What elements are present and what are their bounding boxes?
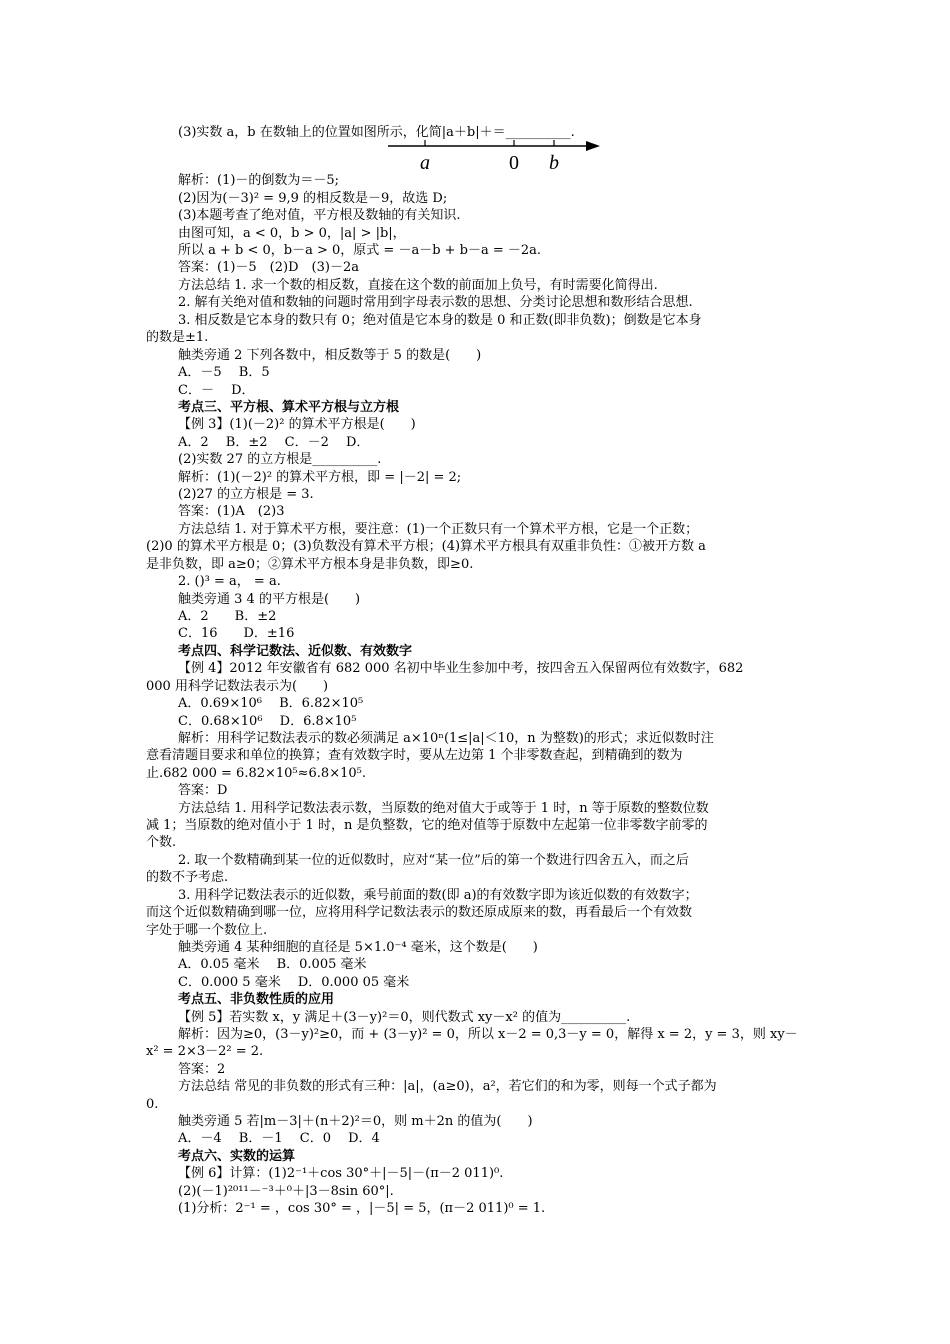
text-line-14: C．－ D． [178,383,255,398]
text-line-52: x² = 2×3－2² = 2. [146,1044,264,1059]
text-line-41: 2. 取一个数精确到某一位的近似数时，应对“某一位”后的第一个数进行四舍五入，而之后 [178,853,689,868]
number-line-arrow [586,141,600,151]
text-line-53: 答案：2 [178,1062,226,1077]
text-line-9: 2. 解有关绝对值和数轴的问题时常用到字母表示数的思想、分类讨论思想和数形结合思想. [178,295,693,310]
text-line-8: 方法总结 1. 求一个数的相反数，直接在这个数的前面加上负号，有时需要化简得出. [178,278,658,293]
label-0: 0 [509,152,519,174]
text-line-16: 【例 3】(1)(－2)² 的算术平方根是( ) [178,417,416,432]
text-line-36: 止.682 000 = 6.82×10⁵≈6.8×10⁵. [146,766,366,781]
text-line-37: 答案：D [178,783,228,798]
label-b: b [549,152,559,174]
text-line-32: A．0.69×10⁶ B．6.82×10⁵ [178,696,364,711]
text-line-44: 而这个近似数精确到哪一位，应将用科学记数法表示的数还原成原来的数，再看最后一个有效数 [146,905,693,920]
text-line-26: 触类旁通 3 4 的平方根是( ) [178,592,361,607]
text-line-45: 字处于哪一个数位上. [146,923,268,938]
text-line-57: A．－4 B．－1 C．0 D．4 [178,1131,380,1146]
text-line-10: 3. 相反数是它本身的数只有 0；绝对值是它本身的数是 0 和正数(即非负数)；倒数是它本身 [178,313,702,328]
text-line-23: (2)0 的算术平方根是 0；(3)负数没有算术平方根；(4)算术平方根具有双重非负性：①被开方数 a [146,539,706,554]
text-line-1: (3)实数 a，b 在数轴上的位置如图所示，化简|a＋b|＋＝__________. [178,125,575,140]
text-line-12: 触类旁通 2 下列各数中，相反数等于 5 的数是( ) [178,348,482,363]
text-line-34: 解析：用科学记数法表示的数必须满足 a×10ⁿ(1≤|a|＜10，n 为整数)的形式；求近似数时注 [178,731,714,746]
text-line-2: 解析：(1)－的倒数为＝－5; [178,173,340,188]
text-line-60: (2)(－1)²⁰¹¹－⁻³＋⁰＋|3－8sin 60°|. [178,1184,394,1199]
text-line-51: 解析：因为≥0，(3－y)²≥0，而 + (3－y)² = 0，所以 x－2 = 0,3－y = 0，解得 x = 2，y = 3，则 xy－ [178,1027,798,1042]
label-a: a [420,152,430,174]
text-line-47: A．0.05 毫米 B．0.005 毫米 [178,957,367,972]
text-line-15: 考点三、平方根、算术平方根与立方根 [178,400,400,415]
text-line-39: 减 1；当原数的绝对值小于 1 时，n 是负整数，它的绝对值等于原数中左起第一位非零数字前零的 [146,818,708,833]
text-line-5: 由图可知，a < 0，b > 0，|a| > |b|， [178,226,406,241]
text-line-58: 考点六、实数的运算 [178,1149,296,1164]
text-line-56: 触类旁通 5 若|m－3|＋(n＋2)²＝0，则 m＋2n 的值为( ) [178,1114,533,1129]
text-line-48: C．0.000 5 毫米 D．0.000 05 毫米 [178,975,410,990]
text-line-40: 个数. [146,835,177,850]
text-line-33: C．0.68×10⁶ D．6.8×10⁵ [178,714,357,729]
text-line-6: 所以 a + b < 0，b－a > 0，原式 = －a－b + b－a = －2a. [178,243,542,258]
text-line-13: A．－5 B．5 [178,365,270,380]
text-line-7: 答案：(1)－5 (2)D (3)－2a [178,260,359,275]
text-line-42: 的数不予考虑. [146,870,229,885]
text-line-54: 方法总结 常见的非负数的形式有三种：|a|，(a≥0)，a²，若它们的和为零，则每一个式子都为 [178,1079,717,1094]
text-line-61: (1)分析：2⁻¹ = ，cos 30° = ，|－5| = 5，(π－2 011)⁰ = 1. [178,1201,546,1216]
text-line-59: 【例 6】计算：(1)2⁻¹＋cos 30°＋|－5|－(π－2 011)⁰. [178,1166,504,1181]
text-line-18: (2)实数 27 的立方根是__________. [178,452,382,467]
text-line-20: (2)27 的立方根是 = 3. [178,487,314,502]
text-line-55: 0. [146,1097,159,1112]
text-line-19: 解析：(1)(－2)² 的算术平方根，即 = |－2| = 2; [178,470,462,485]
text-line-30: 【例 4】2012 年安徽省有 682 000 名初中毕业生参加中考，按四舍五入保留两位有效数字，682 [178,661,744,676]
text-line-25: 2. ()³ = a， = a. [178,574,281,589]
text-line-31: 000 用科学记数法表示为( ) [146,679,329,694]
text-line-28: C．16 D．±16 [178,626,295,641]
text-line-29: 考点四、科学记数法、近似数、有效数字 [178,644,413,659]
text-line-4: (3)本题考查了绝对值，平方根及数轴的有关知识. [178,208,461,223]
text-line-35: 意看清题目要求和单位的换算；查有效数字时，要从左边第 1 个非零数查起，到精确到的数为 [146,748,683,763]
text-line-50: 【例 5】若实数 x，y 满足＋(3－y)²＝0，则代数式 xy－x² 的值为__________. [178,1010,631,1025]
text-line-49: 考点五、非负数性质的应用 [178,992,335,1007]
text-line-17: A．2 B．±2 C．－2 D． [178,435,370,450]
text-line-21: 答案：(1)A (2)3 [178,504,285,519]
text-line-22: 方法总结 1. 对于算术平方根，要注意：(1)一个正数只有一个算术平方根，它是一个正数； [178,522,699,537]
text-line-11: 的数是±1. [146,330,209,345]
text-line-43: 3. 用科学记数法表示的近似数，乘号前面的数(即 a)的有效数字即为该近似数的有效数字； [178,888,698,903]
number-line-figure [388,136,610,176]
text-line-38: 方法总结 1. 用科学记数法表示数，当原数的绝对值大于或等于 1 时，n 等于原数的整数位数 [178,801,709,816]
text-line-3: (2)因为(－3)² = 9,9 的相反数是－9，故选 D; [178,191,448,206]
text-line-46: 触类旁通 4 某种细胞的直径是 5×1.0⁻⁴ 毫米，这个数是( ) [178,940,538,955]
text-line-27: A．2 B．±2 [178,609,277,624]
text-line-24: 是非负数，即 a≥0；②算术平方根本身是非负数，即≥0. [146,557,474,572]
